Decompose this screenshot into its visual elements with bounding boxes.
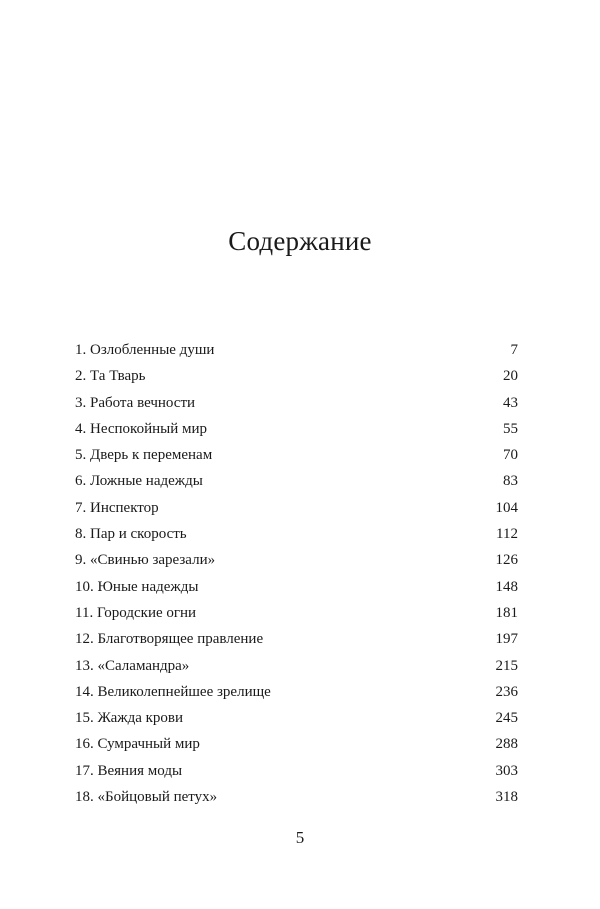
toc-entry-page: 148 xyxy=(495,578,518,595)
toc-entry-page: 197 xyxy=(495,631,518,648)
toc-entry-page: 236 xyxy=(495,683,518,700)
toc-entry xyxy=(75,574,518,600)
dot-leader xyxy=(165,511,490,512)
toc-entry-title: 15. Жажда крови xyxy=(75,710,184,727)
table-of-contents xyxy=(75,337,518,810)
dot-leader xyxy=(213,432,497,433)
toc-entry xyxy=(75,653,518,679)
toc-entry-title: 1. Озлобленные души xyxy=(75,342,215,358)
toc-entry xyxy=(75,600,518,626)
page-title: Содержание xyxy=(228,226,372,256)
toc-entry xyxy=(75,390,518,416)
toc-entry-title: 8. Пар и скорость xyxy=(75,526,187,543)
toc-entry-title: 7. Инспектор xyxy=(75,499,159,516)
dot-leader xyxy=(188,774,489,775)
toc-entry-title: 2. Та Тварь xyxy=(75,368,146,385)
toc-entry-title: 11. Городские огни xyxy=(75,604,197,621)
toc-entry-title: 4. Неспокойный мир xyxy=(75,420,208,437)
toc-entry xyxy=(75,416,518,442)
toc-entry-title: 6. Ложные надежды xyxy=(75,473,203,490)
toc-entry-title: 18. «Бойцовый петух» xyxy=(75,789,218,806)
dot-leader xyxy=(220,353,498,354)
toc-entry-title: 9. «Свинью зарезали» xyxy=(75,552,216,569)
toc-entry-title: 13. «Саламандра» xyxy=(75,657,190,674)
toc-entry xyxy=(75,731,518,757)
toc-entry xyxy=(75,495,518,521)
dot-leader xyxy=(204,590,489,591)
dot-leader xyxy=(201,406,497,407)
page-number: 5 xyxy=(295,828,305,847)
toc-entry-title: 16. Сумрачный мир xyxy=(75,736,200,753)
toc-entry-page: 215 xyxy=(495,657,518,674)
toc-entry-page: 245 xyxy=(495,710,518,727)
toc-entry-page: 7 xyxy=(510,342,518,358)
toc-entry-page: 20 xyxy=(503,368,518,385)
toc-entry xyxy=(75,442,518,468)
toc-entry-title: 12. Благотворящее правление xyxy=(75,631,264,648)
dot-leader xyxy=(193,537,490,538)
dot-leader xyxy=(206,747,490,748)
toc-entry-title: 10. Юные надежды xyxy=(75,578,199,595)
toc-entry xyxy=(75,705,518,731)
toc-entry-page: 318 xyxy=(495,789,518,806)
toc-entry xyxy=(75,758,518,784)
toc-entry-page: 104 xyxy=(495,499,518,516)
dot-leader xyxy=(152,379,498,380)
toc-entry-title: 17. Веяния моды xyxy=(75,762,183,779)
toc-entry xyxy=(75,521,518,547)
dot-leader xyxy=(209,484,497,485)
toc-entry-page: 303 xyxy=(495,762,518,779)
dot-leader xyxy=(189,721,489,722)
toc-entry-page: 112 xyxy=(496,526,518,543)
toc-entry-title: 3. Работа вечности xyxy=(75,394,196,411)
dot-leader xyxy=(195,669,489,670)
dot-leader xyxy=(269,642,489,643)
toc-entry-page: 70 xyxy=(503,447,518,464)
toc-entry-page: 288 xyxy=(495,736,518,753)
toc-entry xyxy=(75,468,518,494)
toc-entry-page: 43 xyxy=(503,394,518,411)
toc-entry xyxy=(75,784,518,810)
toc-entry xyxy=(75,363,518,389)
toc-entry xyxy=(75,337,518,363)
toc-entry-page: 181 xyxy=(495,604,518,621)
dot-leader xyxy=(277,695,490,696)
toc-entry-title: 14. Великолепнейшее зрелище xyxy=(75,683,271,700)
dot-leader xyxy=(202,616,489,617)
toc-entry-page: 55 xyxy=(503,420,518,437)
dot-leader xyxy=(221,563,489,564)
toc-entry-page: 83 xyxy=(503,473,518,490)
toc-entry xyxy=(75,547,518,573)
dot-leader xyxy=(218,458,497,459)
toc-entry-title: 5. Дверь к переменам xyxy=(75,447,213,464)
toc-entry xyxy=(75,626,518,652)
toc-entry-page: 126 xyxy=(495,552,518,569)
dot-leader xyxy=(223,800,489,801)
toc-entry xyxy=(75,679,518,705)
